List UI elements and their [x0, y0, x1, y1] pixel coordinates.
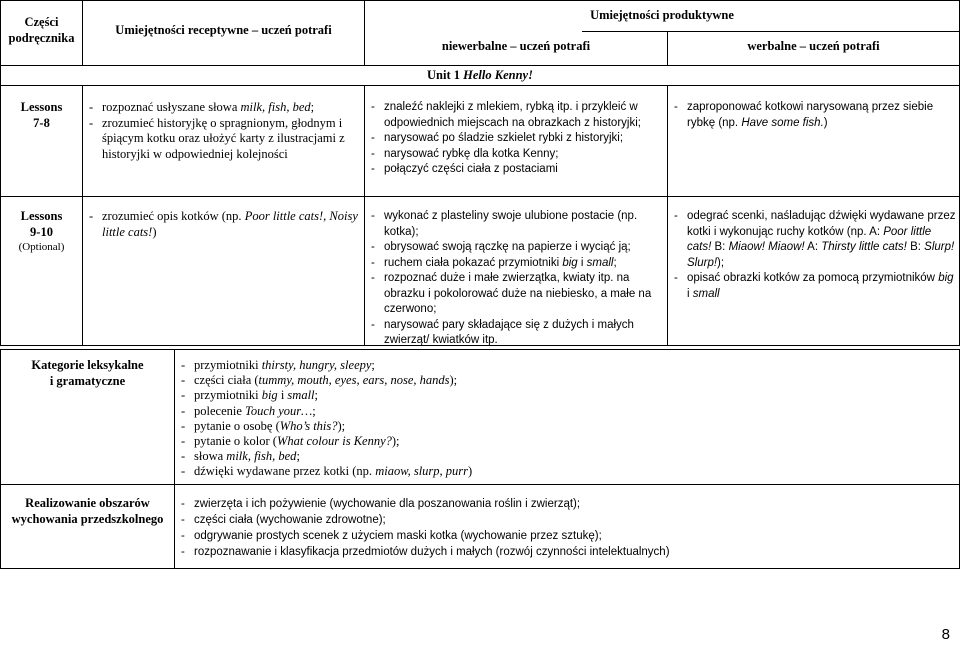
italic-text: big [562, 256, 578, 269]
text: B: [906, 241, 925, 253]
italic-text: thirsty, hungry, sleepy [261, 358, 372, 372]
text: rozpoznać usłyszane słowa [102, 100, 241, 114]
list-dash: - [181, 514, 185, 526]
categories-list [181, 358, 951, 480]
lesson-label-text: Lessons [20, 100, 63, 114]
list-dash: - [371, 147, 375, 160]
italic-text: big [938, 272, 954, 284]
text: ); [337, 418, 346, 433]
list-item [181, 434, 951, 449]
text: i [687, 287, 693, 300]
text: przymiotniki [194, 358, 262, 372]
education-label [1, 496, 174, 527]
lesson-label-text: Lessons [20, 209, 63, 223]
header-parts-of-textbook [1, 15, 82, 46]
header-receptive-skills [83, 23, 364, 39]
list-item [181, 464, 951, 479]
text: przymiotniki [194, 388, 262, 403]
list-item [371, 147, 663, 163]
list-item [181, 449, 951, 464]
italic-text: Touch your… [245, 403, 313, 418]
text: ); [391, 434, 400, 449]
list-item [181, 512, 951, 528]
text: znaleźć naklejki z mlekiem, rybką itp. i przykleić w odpowiednich miejscach na obrazkach z historyjki; [384, 101, 641, 129]
text: dźwięki wydawane przez kotki (np. [194, 464, 376, 479]
italic-text: Slurp! Slurp! [687, 241, 955, 269]
text: ); [449, 373, 458, 388]
list-dash: - [181, 464, 186, 479]
list-item [674, 271, 956, 302]
unit-name: Hello Kenny! [463, 68, 533, 82]
list-item [181, 528, 951, 544]
list-item [181, 544, 951, 560]
text: ) [823, 116, 828, 129]
list-item [181, 373, 951, 388]
italic-text: Poor little cats! [687, 225, 932, 253]
text: narysować rybkę dla kotka Kenny; [384, 147, 559, 160]
header-verbal [668, 39, 959, 55]
text: rozpoznawanie i klasyfikacja przedmiotów dużych i małych (rozwój czynności intelektualnych) [194, 546, 670, 558]
text: ; [296, 449, 300, 464]
list-dash: - [674, 101, 678, 113]
unit-prefix: Unit 1 [427, 68, 464, 82]
list-item [371, 256, 663, 272]
text: pytanie o osobę ( [194, 418, 280, 433]
text: ; [314, 388, 318, 403]
header-nonverbal-text: niewerbalne – uczeń potrafi [441, 39, 591, 53]
list-item [371, 209, 663, 240]
list-dash: - [181, 403, 186, 418]
text: części ciała (wychowanie zdrowotne); [194, 514, 386, 526]
italic-text: small [692, 287, 720, 300]
list-item [371, 271, 663, 318]
list-dash: - [89, 115, 94, 130]
education-list [181, 496, 951, 560]
row2-receptive-list [89, 209, 361, 240]
italic-text: Miaow! Miaow! [728, 241, 805, 253]
list-dash: - [371, 241, 375, 253]
list-item [674, 209, 956, 271]
list-item [371, 162, 663, 178]
row1-verbal-list [674, 100, 956, 131]
list-item [181, 388, 951, 403]
text: opisać obrazki kotków za pomocą przymiotników [687, 272, 939, 284]
header-nonverbal [365, 39, 667, 55]
italic-text: Poor little cats!, Noisy little cats! [102, 209, 358, 239]
categories-label [1, 358, 174, 389]
text: i [277, 388, 288, 403]
list-item [371, 131, 663, 147]
text: ; [371, 358, 375, 372]
text: zaproponować kotkowi narysowaną przez siebie rybkę (np. [687, 101, 934, 129]
list-item [371, 240, 663, 256]
italic-text: milk, fish, bed [226, 449, 297, 464]
list-item [89, 209, 361, 240]
italic-text: milk, fish, bed [240, 100, 311, 114]
list-dash: - [371, 256, 375, 269]
text: i [577, 256, 587, 269]
italic-text: Who’s this? [279, 418, 338, 433]
list-dash: - [371, 101, 375, 113]
list-dash: - [181, 418, 186, 433]
text: ; [613, 256, 617, 269]
categories-label-line2: i gramatyczne [49, 373, 126, 388]
header-productive-text: Umiejętności produktywne [590, 8, 734, 22]
list-dash: - [89, 209, 94, 223]
italic-text: tummy, mouth, eyes, ears, nose, hands [258, 373, 450, 388]
text: polecenie [194, 403, 246, 418]
text: odgrywanie prostych scenek z użyciem maski kotka (wychowanie przez sztukę); [194, 530, 602, 542]
list-dash: - [674, 210, 678, 222]
header-col2-text: Umiejętności receptywne – uczeń potrafi [115, 23, 332, 37]
list-item [89, 116, 361, 163]
list-dash: - [371, 272, 375, 284]
categories-label-line1: Kategorie leksykalne [31, 358, 144, 372]
list-dash: - [181, 449, 186, 464]
list-item [181, 358, 951, 373]
list-dash: - [89, 100, 94, 114]
lesson-number-text: 7-8 [33, 115, 50, 130]
text: A: [804, 241, 822, 253]
list-item [89, 100, 361, 116]
list-dash: - [181, 434, 186, 449]
text: ; [312, 403, 316, 418]
list-item [181, 496, 951, 512]
list-item [674, 100, 956, 131]
text: zwierzęta i ich pożywienie (wychowanie dla poszanowania roślin i zwierząt); [194, 498, 581, 510]
header-verbal-text: werbalne – uczeń potrafi [747, 39, 880, 53]
text: ; [310, 100, 315, 114]
italic-text: Thirsty little cats! [821, 241, 907, 253]
row2-verbal-list [674, 209, 956, 302]
row2-nonverbal-list [371, 209, 663, 349]
list-dash: - [181, 388, 186, 403]
text: narysować pary składające się z dużych i małych zwierząt/ kwiatków itp. [384, 318, 634, 346]
list-dash: - [674, 272, 678, 284]
list-dash: - [371, 163, 375, 175]
text: ) [152, 224, 157, 239]
education-label-line1: Realizowanie obszarów [25, 496, 150, 510]
list-dash: - [181, 498, 185, 510]
list-dash: - [181, 546, 185, 558]
text: ); [717, 256, 725, 269]
text: obrysować swoją rączkę na papierze i wyciąć ją; [384, 241, 631, 253]
row1-nonverbal-list [371, 100, 663, 178]
italic-text: miaow, slurp, purr [375, 464, 469, 479]
list-dash: - [181, 373, 186, 388]
text: rozpoznać duże i małe zwierzątka, kwiaty itp. na obrazku i pokolorować duże na niebiesko, a małe na czerwono; [384, 272, 652, 315]
header-productive-skills [365, 8, 959, 24]
text: połączyć części ciała z postaciami [384, 163, 558, 175]
text: zrozumieć historyjkę o spragnionym, głodnym i śpiącym kotku oraz ułożyć karty z ilustracjami z historyjki w odpowiedniej kolejności [102, 115, 345, 161]
text: części ciała ( [194, 373, 259, 388]
text: odegrać scenki, naśladując dźwięki wydawane przez kotki i wykonując ruchy kotków (np. A: [687, 210, 956, 238]
list-item [371, 100, 663, 131]
text: ruchem ciała pokazać przymiotniki [384, 256, 563, 269]
lesson-label-row1 [1, 100, 82, 131]
italic-text: small [287, 388, 315, 403]
list-item [371, 318, 663, 349]
list-item [181, 419, 951, 434]
italic-text: small [586, 256, 614, 269]
education-label-line2: wychowania przedszkolnego [11, 511, 164, 526]
list-dash: - [371, 318, 375, 331]
text: narysować po śladzie szkielet rybki z historyjki; [384, 132, 624, 144]
text: B: [711, 241, 729, 253]
text: wykonać z plasteliny swoje ulubione postacie (np. kotka); [384, 210, 638, 238]
page-number: 8 [941, 626, 950, 643]
list-dash: - [181, 358, 186, 372]
unit-title [1, 68, 959, 84]
text: pytanie o kolor ( [194, 434, 277, 449]
lesson-number-text: 9-10 [30, 224, 53, 239]
list-dash: - [371, 210, 375, 222]
list-dash: - [371, 132, 375, 144]
text: słowa [194, 449, 227, 464]
italic-text: big [261, 388, 278, 403]
list-item [181, 404, 951, 419]
italic-text: Have some fish. [741, 116, 824, 129]
text: ) [468, 464, 473, 479]
lesson-note-text: (Optional) [18, 241, 65, 253]
italic-text: What colour is Kenny? [276, 434, 392, 449]
header-col1-text: Części podręcznika [8, 15, 75, 45]
lesson-label-row2 [1, 209, 82, 256]
text: zrozumieć opis kotków (np. [102, 209, 245, 223]
list-dash: - [181, 530, 185, 542]
row1-receptive-list [89, 100, 361, 162]
